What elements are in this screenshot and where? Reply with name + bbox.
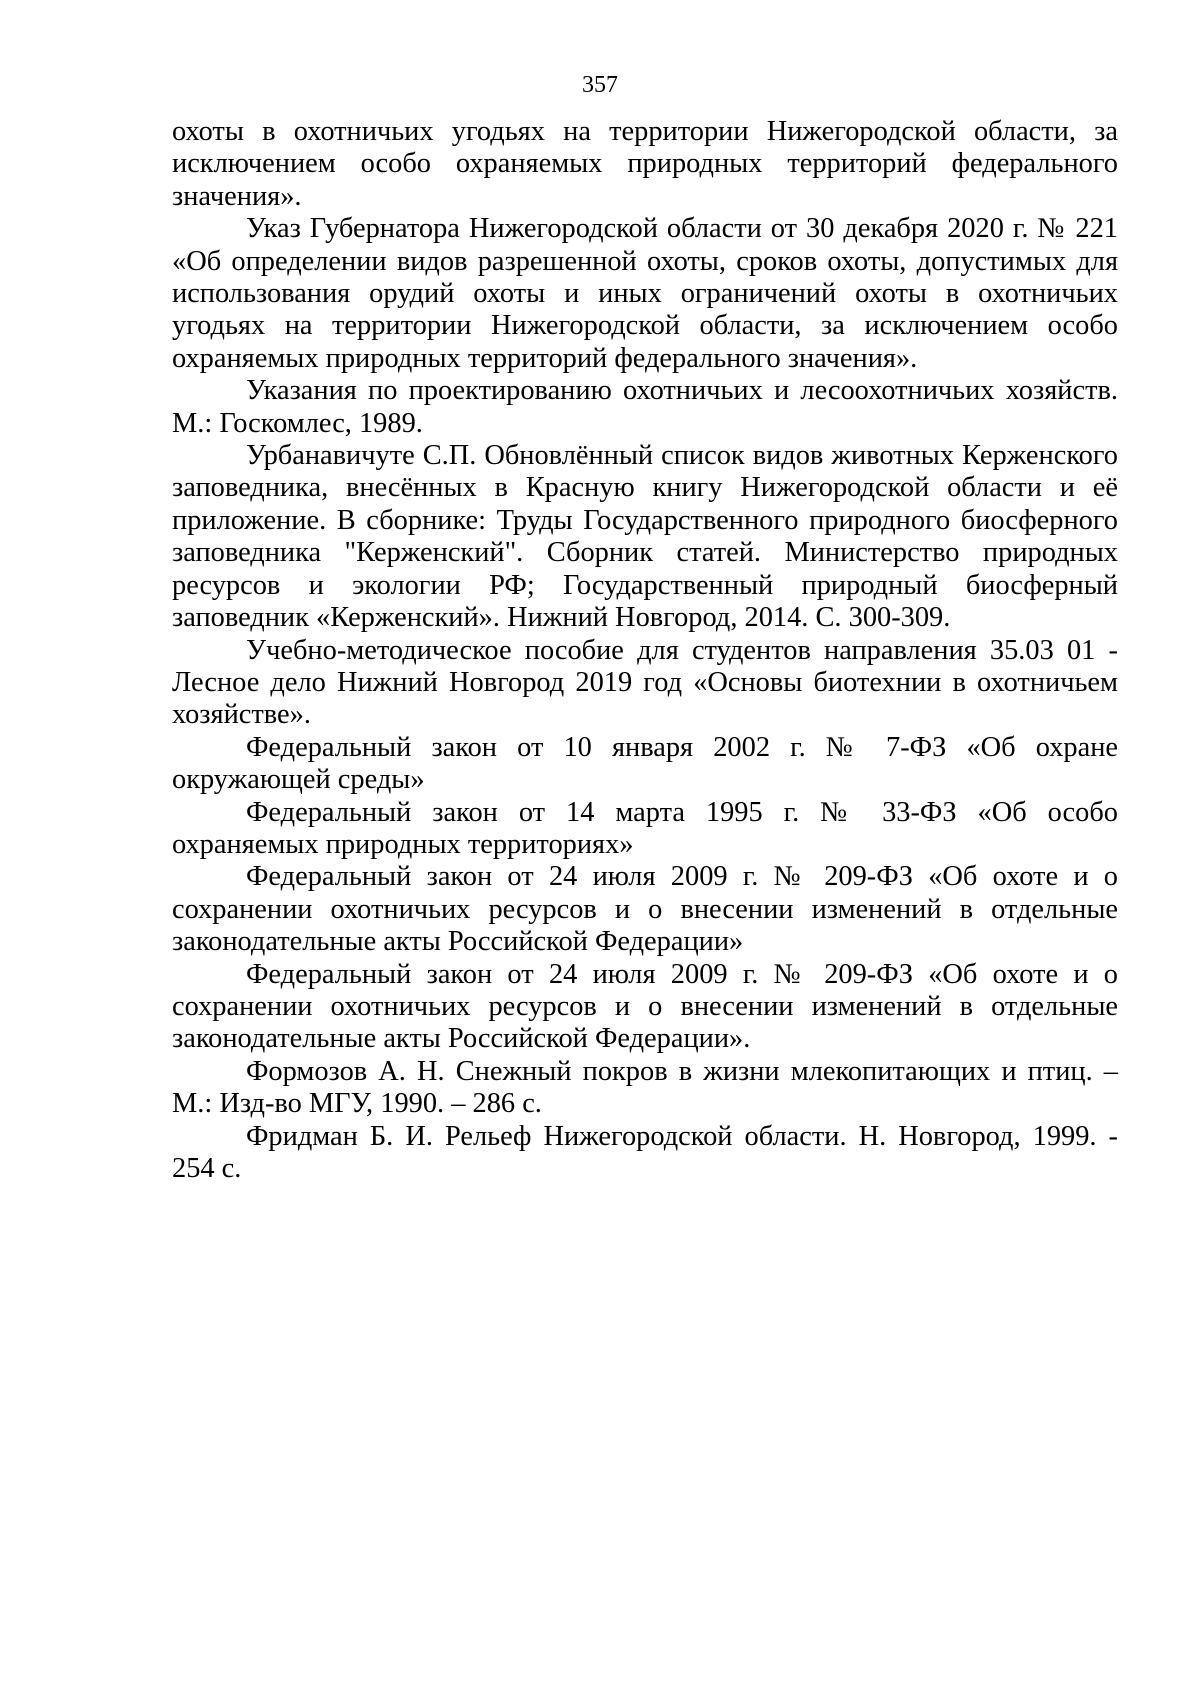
reference-paragraph: охоты в охотничьих угодьях на территории Нижегородской области, за исключением особо охраняемых природных территорий федерального значения».	[172, 116, 1118, 212]
reference-paragraph: Указ Губернатора Нижегородской области от 30 декабря 2020 г. № 221 «Об определении видов разрешенной охоты, сроков охоты, допустимых для использования орудий охоты и иных ограничений охоты в охотничьих угодьях на территории Нижегородской области, за исключением особо охраняемых природных территорий федерального значения».	[172, 213, 1118, 374]
reference-paragraph: Указания по проектированию охотничьих и лесоохотничьих хозяйств. М.: Госкомлес, 1989.	[172, 375, 1118, 439]
reference-paragraph: Урбанавичуте С.П. Обновлённый список видов животных Керженского заповедника, внесённых в Красную книгу Нижегородской области и её приложение. В сборнике: Труды Государственного природного биосферного заповедника "Керженский". Сборник статей. Министерство природных ресурсов и экологии РФ; Государственный природный биосферный заповедник «Керженский». Нижний Новгород, 2014. С. 300-309.	[172, 440, 1118, 634]
reference-paragraph: Фридман Б. И. Рельеф Нижегородской области. Н. Новгород, 1999. - 254 с.	[172, 1120, 1118, 1184]
reference-list	[172, 116, 1118, 1185]
reference-paragraph: Федеральный закон от 24 июля 2009 г. № 209-ФЗ «Об охоте и о сохранении охотничьих ресурсов и о внесении изменений в отдельные законодательные акты Российской Федерации»	[172, 861, 1118, 958]
page-number: 357	[582, 72, 618, 98]
reference-paragraph: Федеральный закон от 14 марта 1995 г. № 33-ФЗ «Об особо охраняемых природных территориях»	[172, 796, 1118, 860]
reference-paragraph: Формозов А. Н. Снежный покров в жизни млекопитающих и птиц. – М.: Изд-во МГУ, 1990. – 286 с.	[172, 1055, 1118, 1120]
reference-paragraph: Учебно-методическое пособие для студентов направления 35.03 01 - Лесное дело Нижний Новгород 2019 год «Основы биотехнии в охотничьем хозяйстве».	[172, 634, 1118, 731]
reference-paragraph: Федеральный закон от 24 июля 2009 г. № 209-ФЗ «Об охоте и о сохранении охотничьих ресурсов и о внесении изменений в отдельные законодательные акты Российской Федерации».	[172, 958, 1118, 1055]
reference-paragraph: Федеральный закон от 10 января 2002 г. № 7-ФЗ «Об охране окружающей среды»	[172, 731, 1118, 796]
